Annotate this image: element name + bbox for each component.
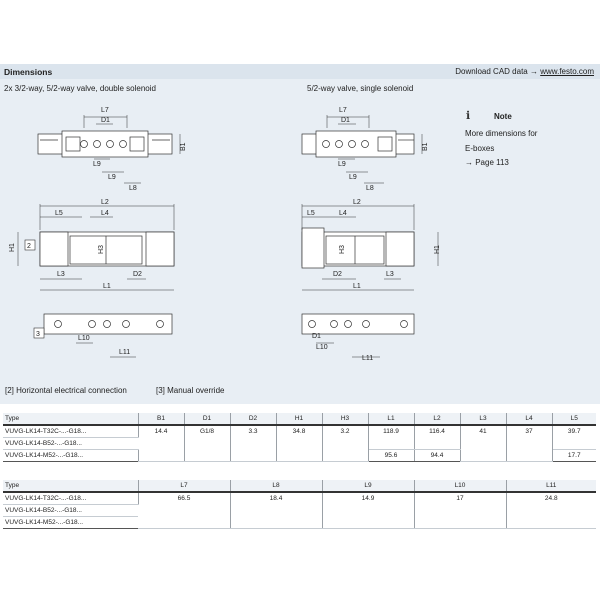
dimension-table-1 <box>3 413 596 462</box>
dim-l3-left: L3 <box>57 271 65 278</box>
footnote-horizontal-connection: [2] Horizontal electrical connection <box>5 386 127 395</box>
type-cell: VUVG-LK14-M52-...-G18... <box>3 517 138 529</box>
callout-2-text: 2 <box>27 243 31 250</box>
th-l11: L11 <box>506 480 596 492</box>
type-cell: VUVG-LK14-B52-...-G18... <box>3 438 138 450</box>
dim-l2-left: L2 <box>101 199 109 206</box>
left-bottom-view <box>34 314 172 357</box>
note-title: Note <box>494 112 512 121</box>
footnote-manual-override: [3] Manual override <box>156 386 225 395</box>
dim-l4-right: L4 <box>339 210 347 217</box>
dim-h3-left: H3 <box>98 245 105 254</box>
dim-l3-right: L3 <box>386 271 394 278</box>
th-l4: L4 <box>506 413 552 425</box>
dim-l10-right: L10 <box>316 344 328 351</box>
dim-d1-right-bottom: D1 <box>312 333 321 340</box>
table-row: VUVG-LK14-T32C-...-G18... 14.4 G1/8 3.3 34.8 3.2 118.9 116.4 41 37 39.7 <box>3 425 596 438</box>
right-top-view <box>302 115 422 183</box>
note-line-3[interactable]: → Page 113 <box>465 158 509 167</box>
th-h3: H3 <box>322 413 368 425</box>
left-side-view <box>18 204 174 290</box>
table1-header-row <box>3 413 596 425</box>
dim-d2-right: D2 <box>333 271 342 278</box>
caption-single-solenoid: 5/2-way valve, single solenoid <box>307 84 414 93</box>
dim-l9-left-b: L9 <box>108 174 116 181</box>
dim-l8-right: L8 <box>366 185 374 192</box>
dim-b1-left: B1 <box>180 142 187 151</box>
dimension-table-2 <box>3 480 596 529</box>
note-line-1: More dimensions for <box>465 129 538 138</box>
dim-h3-right: H3 <box>339 245 346 254</box>
cad-download-label: Download CAD data → <box>455 67 538 76</box>
th-l2: L2 <box>414 413 460 425</box>
note-icon: ℹ <box>466 110 471 122</box>
th-l5: L5 <box>552 413 596 425</box>
th-b1: B1 <box>138 413 184 425</box>
table-row: VUVG-LK14-M52-...-G18... 95.6 94.4 17.7 <box>3 450 596 462</box>
th-d1: D1 <box>184 413 230 425</box>
dim-l4-left: L4 <box>101 210 109 217</box>
th-type: Type <box>3 480 138 492</box>
dim-l2-right: L2 <box>353 199 361 206</box>
callout-3-text: 3 <box>36 331 40 338</box>
dim-l5-right: L5 <box>307 210 315 217</box>
left-top-view <box>38 115 180 183</box>
right-side-view <box>302 204 438 290</box>
dim-h1-right: H1 <box>434 245 441 254</box>
dim-l11-left: L11 <box>119 349 131 356</box>
type-cell: VUVG-LK14-M52-...-G18... <box>3 450 138 462</box>
dim-d1-right-top: D1 <box>341 117 350 124</box>
dim-l11-right: L11 <box>362 355 374 362</box>
dim-l9-right-a: L9 <box>338 161 346 168</box>
type-cell: VUVG-LK14-T32C-...-G18... <box>3 492 138 505</box>
dim-l7-left: L7 <box>101 107 109 114</box>
th-l1: L1 <box>368 413 414 425</box>
dim-l8-left: L8 <box>129 185 137 192</box>
th-l10: L10 <box>414 480 506 492</box>
table2-header-row <box>3 480 596 492</box>
dim-l1-left: L1 <box>103 283 111 290</box>
festo-link[interactable]: www.festo.com <box>540 67 594 76</box>
dim-b1-right: B1 <box>422 142 429 151</box>
th-d2: D2 <box>230 413 276 425</box>
th-l3: L3 <box>460 413 506 425</box>
type-cell: VUVG-LK14-T32C-...-G18... <box>3 425 138 438</box>
dim-d1-left-top: D1 <box>101 117 110 124</box>
dim-h1-left: H1 <box>9 243 16 252</box>
section-title: Dimensions <box>4 67 53 77</box>
dim-l1-right: L1 <box>353 283 361 290</box>
dim-l7-right: L7 <box>339 107 347 114</box>
table-row: VUVG-LK14-T32C-...-G18... 66.5 18.4 14.9 17 24.8 <box>3 492 596 505</box>
dim-l10-left: L10 <box>78 335 90 342</box>
dim-d2-left: D2 <box>133 271 142 278</box>
th-h1: H1 <box>276 413 322 425</box>
type-cell: VUVG-LK14-B52-...-G18... <box>3 505 138 517</box>
th-type: Type <box>3 413 138 425</box>
caption-double-solenoid: 2x 3/2-way, 5/2-way valve, double solenoid <box>4 84 156 93</box>
th-l9: L9 <box>322 480 414 492</box>
note-line-2: E-boxes <box>465 144 495 153</box>
th-l7: L7 <box>138 480 230 492</box>
th-l8: L8 <box>230 480 322 492</box>
dim-l9-left-a: L9 <box>93 161 101 168</box>
dim-l5-left: L5 <box>55 210 63 217</box>
dim-l9-right-b: L9 <box>349 174 357 181</box>
